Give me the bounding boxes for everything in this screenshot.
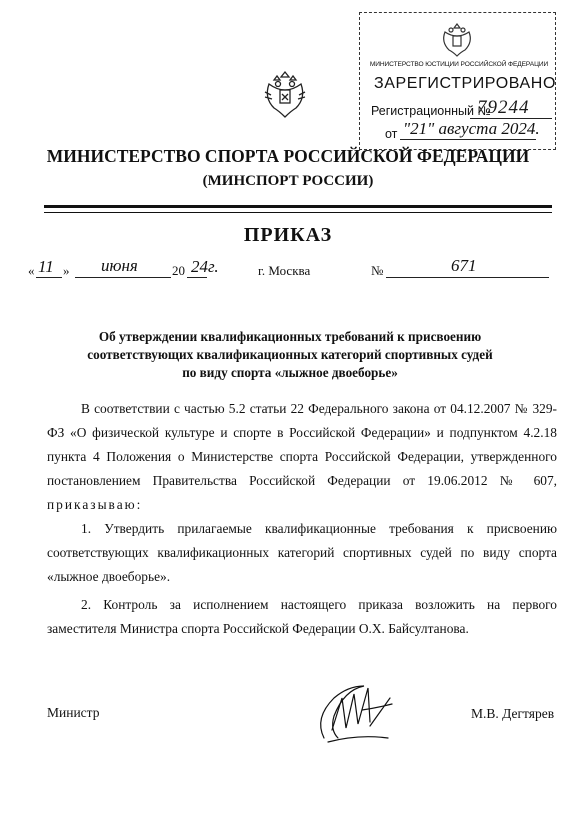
date-quote-close: » — [63, 263, 70, 278]
header-divider-thick — [44, 205, 552, 208]
stamp-date-underline — [400, 139, 536, 140]
city-label: г. Москва — [258, 263, 311, 278]
stamp-emblem-icon — [437, 20, 477, 60]
item-1-paragraph: 1. Утвердить прилагаемые квалификационные требования к присвоению соответствующих квалификационных категорий спортивных судей по виду спорта «лыжное двоеборье». — [47, 521, 557, 584]
date-day: 11 — [38, 257, 54, 276]
subject-line: соответствующих квалификационных категорий спортивных судей — [87, 347, 493, 362]
order-number: 671 — [451, 256, 477, 275]
stamp-from-label: от — [385, 127, 398, 141]
date-quote-open: « — [28, 263, 35, 278]
stamp-reg-number-label: Регистрационный № — [371, 104, 491, 118]
signatory-name: М.В. Дегтярев — [471, 706, 555, 721]
ministry-title: МИНИСТЕРСТВО СПОРТА РОССИЙСКОЙ ФЕДЕРАЦИИ — [46, 146, 530, 166]
subject-line: по виду спорта «лыжное двоеборье» — [182, 365, 398, 380]
month-underline — [75, 277, 171, 278]
handwritten-signature — [310, 680, 400, 748]
date-year-prefix: 20 — [172, 263, 185, 278]
stamp-registered-label: ЗАРЕГИСТРИРОВАНО — [374, 75, 556, 92]
signatory-title: Министр — [47, 705, 100, 720]
preamble-text: В соответствии с частью 5.2 статьи 22 Федерального закона от 04.12.2007 № 329-ФЗ «О физической культуре и спорте в Российской Федерации» и подпунктом 4.2.18 пункта 4 Положения о Министерстве спорта Российской Федерации, утвержденного постановлением Правительства Российской Федерации от 19.06.2012 № 607, — [47, 401, 557, 488]
date-month: июня — [101, 256, 138, 275]
stamp-ministry-label: МИНИСТЕРСТВО ЮСТИЦИИ РОССИЙСКОЙ ФЕДЕРАЦИИ — [369, 61, 549, 68]
order-keyword: приказываю: — [47, 497, 143, 512]
preamble-paragraph — [47, 397, 557, 517]
stamp-reg-date: "21" августа 2024. — [403, 119, 540, 138]
number-underline — [386, 277, 549, 278]
item-2-paragraph: 2. Контроль за исполнением настоящего приказа возложить на первого заместителя Министра спорта Российской Федерации О.Х. Байсултанова. — [47, 597, 557, 636]
subject-line: Об утверждении квалификационных требований к присвоению — [98, 329, 482, 344]
day-underline — [36, 277, 62, 278]
order-subject — [60, 328, 520, 382]
number-sign: № — [371, 263, 384, 278]
coat-of-arms-icon — [263, 70, 307, 120]
header-divider-thin — [44, 212, 552, 213]
ministry-short-name: (МИНСПОРТ РОССИИ) — [202, 173, 374, 189]
stamp-reg-number: 79244 — [477, 97, 530, 118]
date-year-suffix: 24г. — [191, 257, 219, 276]
year-underline — [187, 277, 207, 278]
document-type-title: ПРИКАЗ — [243, 224, 333, 246]
